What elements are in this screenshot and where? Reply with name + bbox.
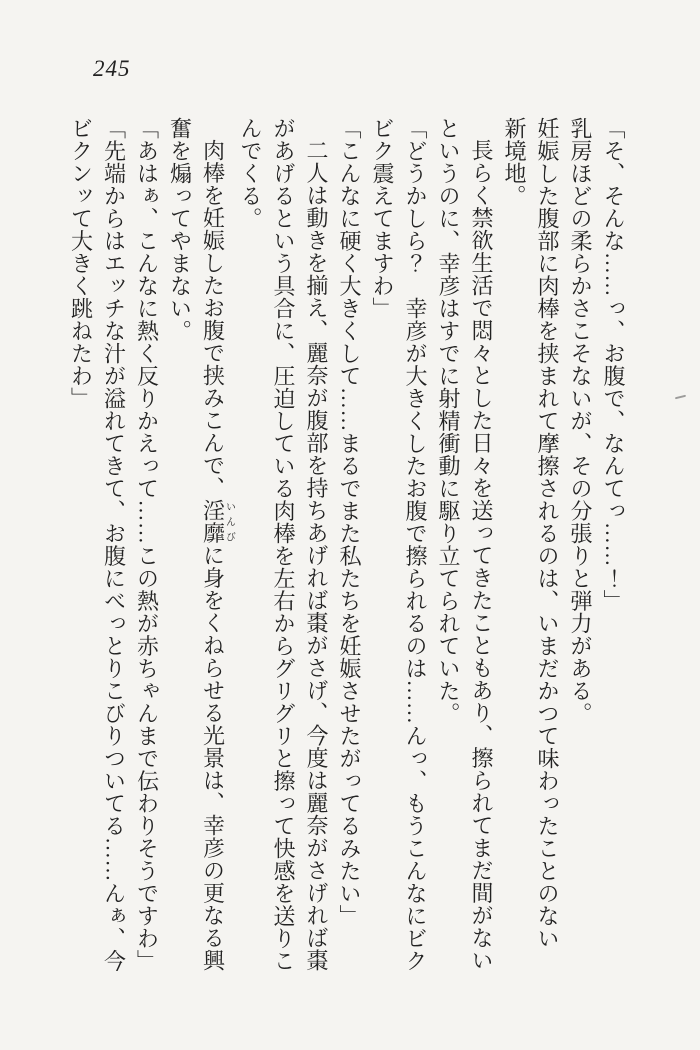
text-line: 「先端からはエッチな汁が溢れてきて、お腹にべっとりこびりついてる……んぁ、今	[101, 117, 127, 972]
text-line: 乳房ほどの柔らかさこそないが、その分張りと弾力がある。	[568, 117, 593, 725]
ruby-annotated-word: 淫靡いんび	[200, 499, 235, 544]
text-line: というのに、幸彦はすでに射精衝動に駆り立てられていた。	[436, 117, 461, 725]
text-line: 「どうかしら？ 幸彦が大きくしたお腹で擦られるのは……んっ、もうこんなにビク	[403, 117, 428, 972]
text-line: 長らく禁欲生活で悶々とした日々を送ってきたこともあり、擦られてまだ間がない	[469, 139, 494, 972]
text-line: んでくる。	[238, 117, 263, 230]
text-line: 「あはぁ、こんなに熱く反りかえって……この熱が赤ちゃんまで伝わりそうですわ」	[134, 117, 160, 972]
text-line: があげるという具合に、圧迫している肉棒を左右からグリグリと擦って快感を送りこ	[271, 117, 296, 972]
text-line: 妊娠した腹部に肉棒を挟まれて摩擦されるのは、いまだかつて味わったことのない	[535, 117, 560, 950]
text-line: ビク震えてますわ」	[370, 117, 395, 320]
scan-artifact-mark	[675, 395, 686, 400]
text-line: 二人は動きを揃え、麗奈が腹部を持ちあげれば棗がさげ、今度は麗奈がさげれば棗	[304, 139, 329, 972]
text-line: 新境地。	[502, 117, 527, 207]
page-number: 245	[93, 56, 131, 81]
furigana: いんび	[223, 499, 235, 544]
text-block	[65, 117, 631, 972]
text-line: 肉棒を妊娠したお腹で挟みこんで、淫靡いんびに身をくねらせる光景は、幸彦の更なる興	[200, 139, 235, 972]
text-line: 奮を煽ってやまない。	[167, 117, 193, 342]
text-line: 「そ、そんな……っ、お腹で、なんてっ……！」	[601, 117, 626, 612]
text-line: ビクンッて大きく跳ねたわ」	[68, 117, 94, 410]
text-line: 「こんなに硬く大きくして……まるでまた私たちを妊娠させたがってるみたい」	[337, 117, 362, 927]
